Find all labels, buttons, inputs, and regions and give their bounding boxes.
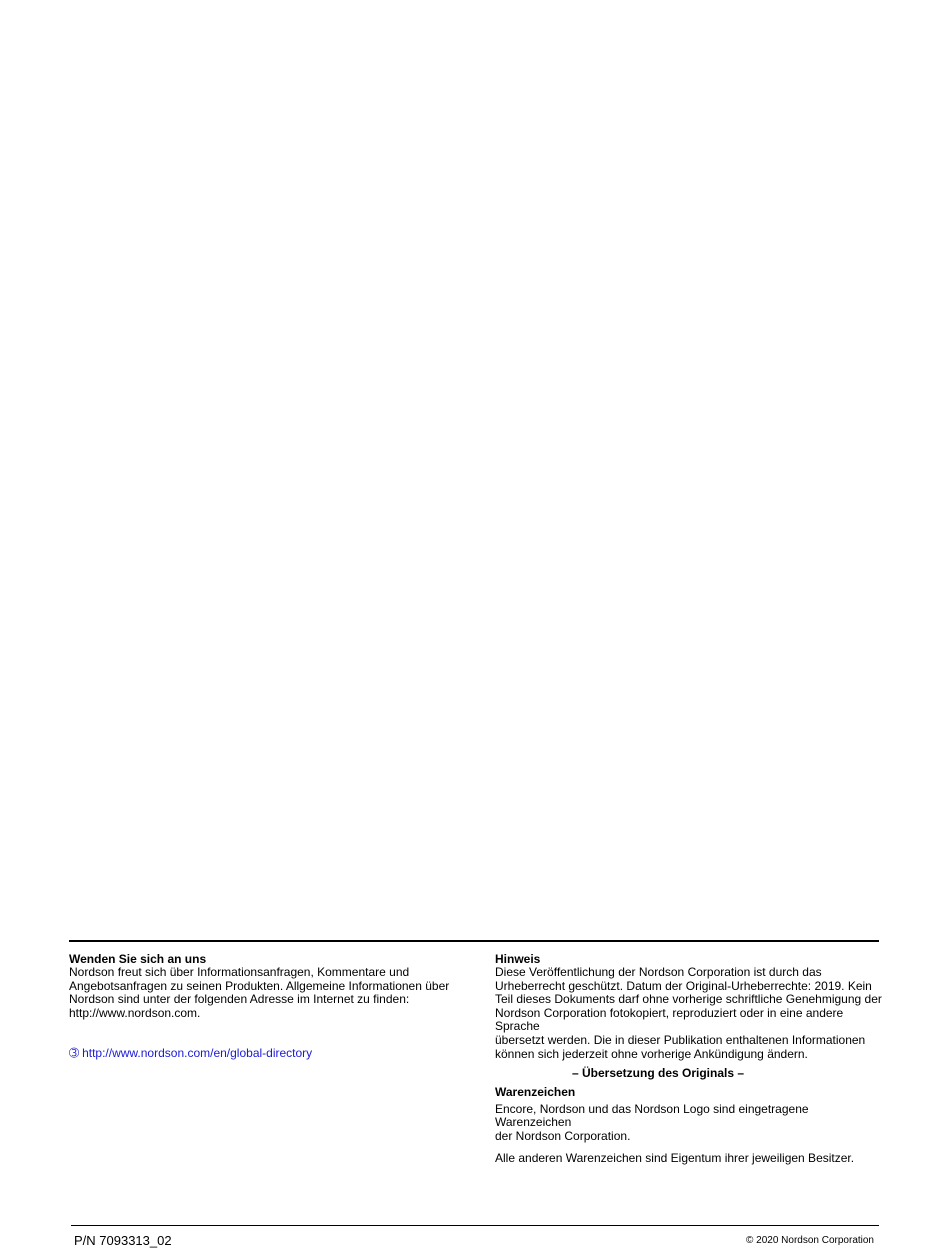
- bottom-divider: [71, 1225, 879, 1226]
- notice-section: [495, 952, 883, 1165]
- global-directory-link[interactable]: http://www.nordson.com/en/global-directory: [82, 1046, 313, 1060]
- contact-heading: Wenden Sie sich an uns: [69, 952, 207, 966]
- notice-heading: Hinweis: [495, 952, 541, 966]
- global-directory-link-row[interactable]: [69, 1046, 312, 1060]
- part-number: P/N 7093313_02: [74, 1233, 172, 1248]
- contact-section: [69, 952, 464, 1020]
- contact-body: Nordson freut sich über Informationsanfragen, Kommentare und Angebotsanfragen zu seinen Produkten. Allgemeine Informationen über Nordson sind unter der folgenden Adresse im Internet zu finden: http://www.nordson.com.: [69, 965, 450, 1020]
- trademarks-body-2: Alle anderen Warenzeichen sind Eigentum ihrer jeweiligen Besitzer.: [495, 1150, 855, 1165]
- trademarks-heading: Warenzeichen: [495, 1084, 576, 1099]
- top-divider: [69, 940, 879, 942]
- notice-body: Diese Veröffentlichung der Nordson Corporation ist durch das Urheberrecht geschützt. Datum der Original-Urheberrechte: 2019. Kein Teil dieses Dokuments darf ohne vorherige schriftliche Genehmigung der Nordson Corporation fotokopiert, reproduziert oder in eine andere Sprache übersetzt werden. Die in dieser Publikation enthaltenen Informationen können sich jederzeit ohne vorherige Ankündigung ändern.: [495, 965, 882, 1061]
- copyright-notice: © 2020 Nordson Corporation: [746, 1235, 874, 1246]
- trademarks-body-1: Encore, Nordson und das Nordson Logo sind eingetragene Warenzeichen der Nordson Corporation.: [495, 1101, 809, 1143]
- link-icon: ➂: [69, 1046, 80, 1060]
- translation-note: – Übersetzung des Originals –: [571, 1066, 745, 1081]
